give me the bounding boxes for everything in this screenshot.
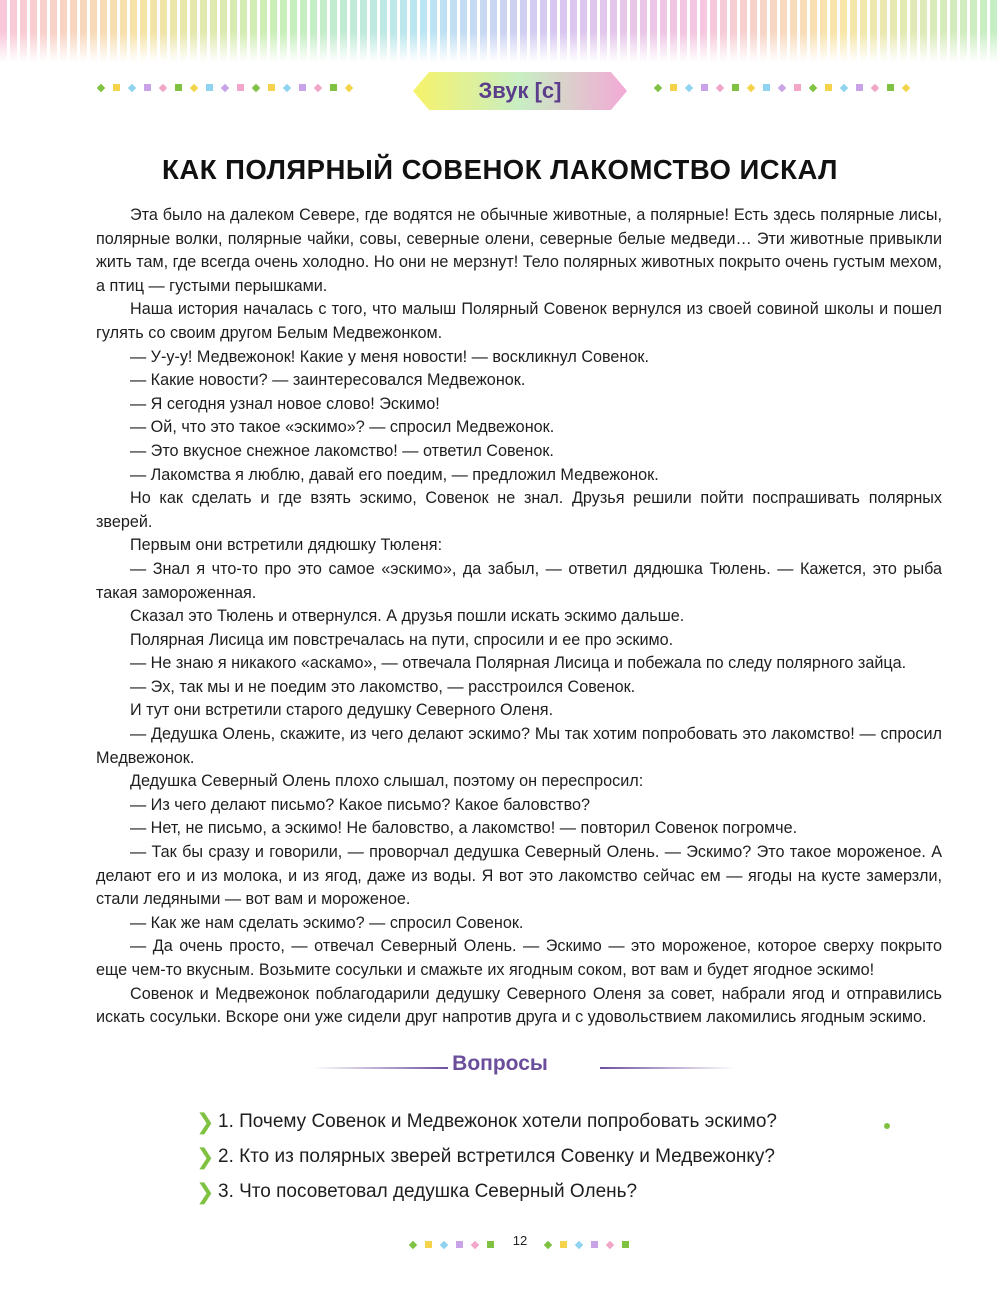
- story-paragraph: — У-у-у! Медвежонок! Какие у меня новости! — воскликнул Совенок.: [130, 347, 649, 366]
- story-paragraph: И тут они встретили старого дедушку Северного Оленя.: [130, 701, 554, 720]
- decorative-dot: [425, 1241, 432, 1248]
- decorative-dot: [175, 84, 182, 91]
- decorative-dot: [113, 84, 120, 91]
- decorative-dot: [654, 83, 662, 91]
- story-title: КАК ПОЛЯРНЫЙ СОВЕНОК ЛАКОМСТВО ИСКАЛ: [162, 154, 838, 185]
- decorative-dot: [456, 1241, 463, 1248]
- question-text: 2. Кто из полярных зверей встретился Совенку и Медвежонку?: [218, 1146, 775, 1167]
- footer-dots-right: [545, 1241, 629, 1248]
- decorative-dot: [159, 83, 167, 91]
- decorative-dot: [840, 83, 848, 91]
- story-paragraph: — Дедушка Олень, скажите, из чего делают эскимо? Мы так хотим попробовать это лакомство! — спросил Медвежонок.: [96, 725, 942, 767]
- story-paragraph: — Я сегодня узнал новое слово! Эскимо!: [130, 394, 440, 413]
- story-paragraph: — Знал я что-то про это самое «эскимо», да забыл, — ответил дядюшка Тюлень. — Кажется, это рыба такая замороженная.: [96, 559, 942, 602]
- story-paragraph: — Нет, не письмо, а эскимо! Не баловство, а лакомство! — повторил Совенок погромче.: [130, 819, 798, 838]
- story-paragraph: — Не знаю я никакого «аскамо», — отвечала Полярная Лисица и побежала по следу полярного зайца.: [130, 654, 907, 673]
- story-paragraph: Эта было на далеком Севере, где водятся не обычные животные, а полярные! Есть здесь полярные лисы, полярные волки, полярные чайки, совы, северные олени, северные белые медведи… Эти животные привыкли жить там, где всегда очень холодно. Но они не мерзнут! Тело полярных животных покрыто очень густым мехом, а птиц — густыми перышками.: [96, 206, 942, 295]
- story-paragraph: — Это вкусное снежное лакомство! — ответил Совенок.: [130, 441, 554, 460]
- decorative-dot: [902, 83, 910, 91]
- story-paragraph: Но как сделать и где взять эскимо, Совенок не знал. Друзья решили пойти поспрашивать полярных зверей.: [96, 489, 942, 531]
- story-paragraph: — Лакомства я люблю, давай его поедим, — предложил Медвежонок.: [130, 465, 659, 484]
- decorative-dot: [128, 83, 136, 91]
- story-paragraph: Наша история началась с того, что малыш Полярный Совенок вернулся из своей совиной школы и пошел гулять со своим другом Белым Медвежонком.: [96, 300, 942, 342]
- decorative-dot: [268, 84, 275, 91]
- sound-label-badge: [411, 70, 629, 112]
- chevron-right-icon: ❯: [196, 1109, 215, 1134]
- decorative-dot: [206, 84, 213, 91]
- decorative-dot: [732, 84, 739, 91]
- decorative-dot: [237, 84, 244, 91]
- decorative-dot: [544, 1240, 552, 1248]
- story-paragraph: — Из чего делают письмо? Какое письмо? Какое баловство?: [130, 795, 590, 814]
- decorative-dot: [283, 83, 291, 91]
- decorative-dot: [575, 1240, 583, 1248]
- story-paragraph: Полярная Лисица им повстречалась на пути, спросили и ее про эскимо.: [130, 630, 674, 649]
- story-paragraph: — Какие новости? — заинтересовался Медвежонок.: [130, 371, 526, 390]
- decorative-dot: [299, 84, 306, 91]
- page-number: 12: [512, 1233, 528, 1248]
- story-paragraph: — Да очень просто, — отвечал Северный Олень. — Эскимо — это мороженое, которое сверху покрыто еще чем-то вкусным. Возьмите сосульки и смажьте их ягодным соком, вот вам и будет ягодное эскимо!: [96, 937, 942, 979]
- decorative-dot: [809, 83, 817, 91]
- question-item: [196, 1175, 896, 1209]
- decorative-dot: [670, 84, 677, 91]
- decorative-dot: [471, 1240, 479, 1248]
- decorative-dot: [345, 83, 353, 91]
- decorative-dot: [487, 1241, 494, 1248]
- decorative-dot: [747, 83, 755, 91]
- sound-label-text: Звук [с]: [478, 78, 562, 103]
- decorative-dot: [701, 84, 708, 91]
- questions-divider-right: [600, 1067, 735, 1069]
- decorative-dot: [825, 84, 832, 91]
- decorative-dot: [887, 84, 894, 91]
- decorative-dot: [871, 83, 879, 91]
- story-paragraph: Совенок и Медвежонок поблагодарили дедушку Северного Оленя за совет, набрали ягод и отправились искать сосульки. Вскоре они уже сидели друг напротив друга и с удовольствием лакомились ягодным эскимо.: [96, 984, 942, 1027]
- chevron-right-icon: ❯: [196, 1179, 215, 1204]
- decorative-dot: [716, 83, 724, 91]
- decorative-dot: [440, 1240, 448, 1248]
- question-text: 1. Почему Совенок и Медвежонок хотели попробовать эскимо?: [218, 1111, 777, 1132]
- header-dots-right: [655, 84, 909, 91]
- story-paragraph: — Как же нам сделать эскимо? — спросил Совенок.: [130, 913, 524, 932]
- decorative-dot: [97, 83, 105, 91]
- decorative-dot: [622, 1241, 629, 1248]
- decorative-dot: [314, 83, 322, 91]
- decorative-dot: [685, 83, 693, 91]
- decorative-dot: [221, 83, 229, 91]
- question-text: 3. Что посоветовал дедушка Северный Олень?: [218, 1181, 638, 1202]
- decorative-dot: [606, 1240, 614, 1248]
- story-paragraph: Дедушка Северный Олень плохо слышал, поэтому он переспросил:: [130, 772, 644, 791]
- story-paragraph: — Эх, так мы и не поедим это лакомство, — расстроился Совенок.: [130, 677, 636, 696]
- story-paragraph: — Так бы сразу и говорили, — проворчал дедушка Северный Олень. — Эскимо? Это такое мороженое. А делают его и из молока, и из ягод, даже из воды. Я вот это лакомство сейчас ем — ягоды на кусте замерзли, стали ледяными — вот вам и мороженое.: [96, 843, 942, 909]
- story-paragraph: Сказал это Тюлень и отвернулся. А друзья пошли искать эскимо дальше.: [130, 607, 685, 626]
- decorative-dot: [409, 1240, 417, 1248]
- decorative-dot: [794, 84, 801, 91]
- story-paragraph: — Ой, что это такое «эскимо»? — спросил Медвежонок.: [130, 418, 555, 437]
- decorative-dot: [144, 84, 151, 91]
- decorative-dot: [856, 84, 863, 91]
- header-dots-left: [98, 84, 352, 91]
- question-item: [196, 1105, 896, 1139]
- decorative-dot: [591, 1241, 598, 1248]
- top-rainbow-stripes: [0, 0, 1000, 62]
- chevron-right-icon: ❯: [196, 1144, 215, 1169]
- decorative-dot: [190, 83, 198, 91]
- decorative-dot: [252, 83, 260, 91]
- decorative-dot: [560, 1241, 567, 1248]
- decorative-dot: [778, 83, 786, 91]
- decorative-dot: [884, 1123, 890, 1129]
- questions-list: [196, 1105, 896, 1210]
- story-text: [96, 204, 942, 1030]
- decorative-dot: [330, 84, 337, 91]
- questions-heading: Вопросы: [452, 1052, 548, 1075]
- story-paragraph: Первым они встретили дядюшку Тюленя:: [130, 536, 443, 555]
- question-item: [196, 1140, 896, 1174]
- footer-dots-left: [410, 1241, 494, 1248]
- decorative-dot: [763, 84, 770, 91]
